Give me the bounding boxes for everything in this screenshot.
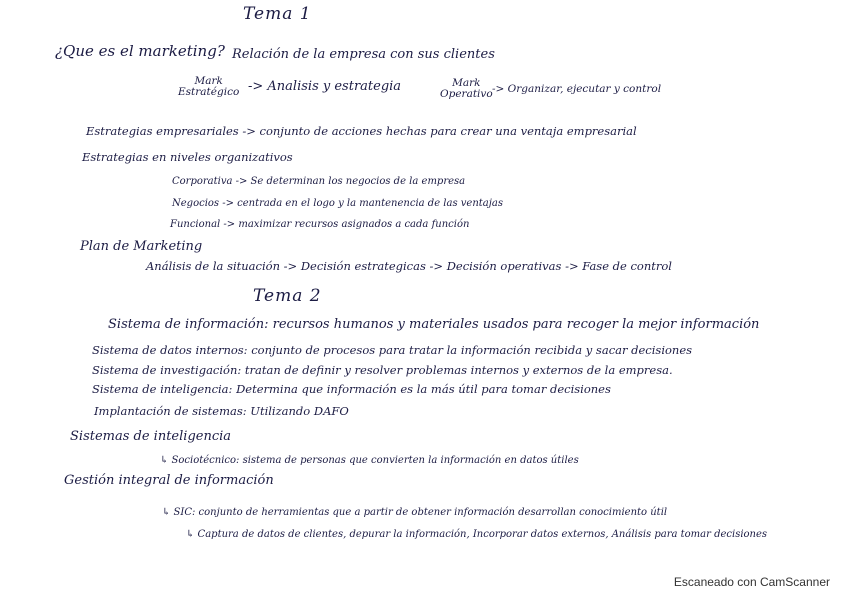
sic-definition: ↳ SIC: conjunto de herramientas que a partir de obtener información desarrollan conocimiento útil (162, 507, 668, 518)
nivel-funcional: Funcional -> maximizar recursos asignados a cada función (170, 219, 470, 230)
camscanner-watermark: Escaneado con CamScanner (673, 575, 830, 589)
tema-1-title: Tema 1 (243, 4, 312, 24)
nivel-corporativa: Corporativa -> Se determinan los negocios de la empresa (172, 176, 466, 187)
estrategias-empresariales: Estrategias empresariales -> conjunto de acciones hechas para crear una ventaja empresarial (86, 124, 637, 138)
sistema-informacion: Sistema de información: recursos humanos y materiales usados para recoger la mejor información (108, 317, 760, 332)
mark-estrategico-line2: Estratégico (178, 86, 240, 99)
mark-estrategico-desc: -> Analisis y estrategia (248, 79, 402, 94)
captura-datos: ↳ Captura de datos de clientes, depurar la información, Incorporar datos externos, Análisis para tomar decisiones (186, 529, 768, 540)
sistema-investigacion: Sistema de investigación: tratan de definir y resolver problemas internos y externos de la empresa. (92, 363, 673, 377)
sociotecnico: ↳ Sociotécnico: sistema de personas que convierten la información en datos útiles (160, 455, 579, 466)
gestion-integral-heading: Gestión integral de información (64, 473, 274, 488)
marketing-question: ¿Que es el marketing? (55, 42, 225, 60)
plan-marketing-steps: Análisis de la situación -> Decisión estrategicas -> Decisión operativas -> Fase de control (146, 259, 672, 273)
mark-operativo-desc: -> Organizar, ejecutar y control (492, 83, 662, 95)
sistema-datos-internos: Sistema de datos internos: conjunto de procesos para tratar la información recibida y sacar decisiones (92, 343, 693, 357)
tema-2-title: Tema 2 (253, 286, 322, 306)
mark-estrategico-line1: Mark (194, 75, 223, 87)
implantacion-sistemas: Implantación de sistemas: Utilizando DAFO (94, 404, 349, 418)
plan-marketing-heading: Plan de Marketing (80, 239, 203, 254)
nivel-negocios: Negocios -> centrada en el logo y la mantenencia de las ventajas (172, 198, 503, 209)
mark-estrategico-label (178, 76, 239, 98)
sistemas-inteligencia-heading: Sistemas de inteligencia (70, 429, 232, 444)
mark-operativo-line1: Mark (452, 77, 481, 89)
mark-operativo-line2: Operativo (440, 88, 493, 101)
mark-operativo-label (440, 78, 493, 100)
estrategias-niveles: Estrategias en niveles organizativos (82, 150, 293, 164)
marketing-definition: Relación de la empresa con sus clientes (232, 47, 495, 62)
sistema-inteligencia: Sistema de inteligencia: Determina que información es la más útil para tomar decisiones (92, 382, 611, 396)
